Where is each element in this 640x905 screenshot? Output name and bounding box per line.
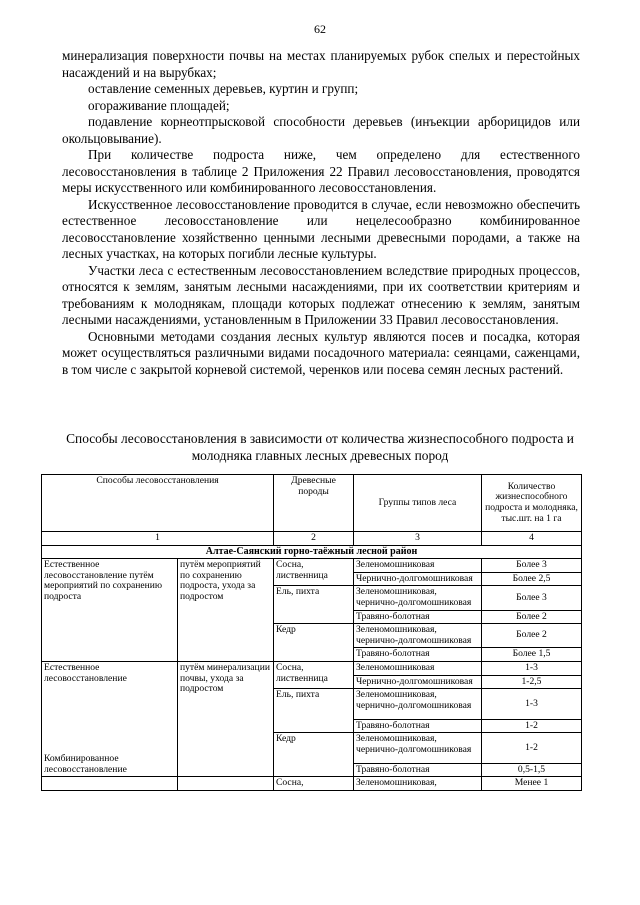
forest-type-cell: Зеленомошниковая, чернично-долгомошниковая (354, 733, 482, 764)
method-natural: Естественное лесовосстановление (44, 661, 127, 684)
quantity-cell: 0,5-1,5 (482, 763, 582, 777)
col-number: 3 (354, 532, 482, 546)
column-number-row (42, 532, 582, 546)
quantity-cell: Более 2 (482, 624, 582, 648)
col-number: 1 (42, 532, 274, 546)
reforestation-table (41, 474, 582, 791)
quantity-cell: 1-3 (482, 661, 582, 675)
table-row (42, 777, 582, 791)
paragraph: огораживание площадей; (88, 97, 230, 113)
header-quantity: Количество жизнеспособного подроста и молодняка, тыс.шт. на 1 га (482, 475, 582, 532)
forest-type-cell: Чернично-долгомошниковая (354, 572, 482, 586)
quantity-cell: 1-3 (482, 689, 582, 720)
table-row (42, 559, 582, 573)
region-name: Алтае-Саянский горно-таёжный лесной район (42, 545, 582, 559)
quantity-cell: Более 2,5 (482, 572, 582, 586)
quantity-cell: Более 2 (482, 610, 582, 624)
page-number: 62 (314, 22, 326, 36)
species-cell: Кедр (274, 733, 354, 777)
forest-type-cell: Зеленомошниковая, (354, 777, 482, 791)
method-detail-cell: путём минерализации почвы, ухода за подростом (178, 661, 274, 776)
paragraph: оставление семенных деревьев, куртин и групп; (88, 81, 359, 96)
forest-type-cell: Травяно-болотная (354, 648, 482, 662)
table-header-row (42, 475, 582, 532)
paragraph: Искусственное лесовосстановление проводится в случае, если невозможно обеспечить естественное лесовосстановление или нецелесообразно комбинированное лесовосстановление хозяйственно ценными лесными древесными породами, а также на лесных участках, на которых погибли лесные культуры. (62, 196, 580, 261)
species-cell: Кедр (274, 624, 354, 662)
paragraph: При количестве подроста ниже, чем определено для естественного лесовосстановления в таблице 2 Приложения 22 Правил лесовосстановления, проводятся меры искусственного или комбинированного лесовосстановления. (62, 147, 580, 195)
forest-type-cell: Травяно-болотная (354, 610, 482, 624)
species-cell: Ель, пихта (274, 689, 354, 733)
quantity-cell: Более 3 (482, 559, 582, 573)
table-title: Способы лесовосстановления в зависимости от количества жизнеспособного подроста и молодняка главных лесных древесных пород (66, 431, 574, 463)
region-row (42, 545, 582, 559)
header-species: Древесные породы (274, 475, 354, 532)
header-forest-types: Группы типов леса (354, 475, 482, 532)
table-row (42, 661, 582, 675)
paragraph: подавление корнеотпрысковой способности деревьев (инъекции арборицидов или окольцовывание). (62, 114, 580, 146)
method-cell: Естественное лесовосстановление путём мероприятий по сохранению подроста (42, 559, 178, 662)
species-cell: Ель, пихта (274, 586, 354, 624)
quantity-cell: Более 1,5 (482, 648, 582, 662)
forest-type-cell: Зеленомошниковая (354, 661, 482, 675)
forest-type-cell: Зеленомошниковая, чернично-долгомошниковая (354, 689, 482, 720)
species-cell: Сосна, лиственница (274, 559, 354, 586)
col-number: 4 (482, 532, 582, 546)
quantity-cell: 1-2 (482, 719, 582, 733)
method-cell (42, 661, 178, 776)
species-cell: Сосна, лиственница (274, 661, 354, 688)
forest-type-cell: Зеленомошниковая (354, 559, 482, 573)
forest-type-cell: Чернично-долгомошниковая (354, 675, 482, 689)
quantity-cell: Более 3 (482, 586, 582, 610)
forest-type-cell: Травяно-болотная (354, 763, 482, 777)
forest-type-cell: Зеленомошниковая, чернично-долгомошниковая (354, 586, 482, 610)
method-combined: Комбинированное лесовосстановление (44, 753, 127, 775)
col-number: 2 (274, 532, 354, 546)
header-method: Способы лесовосстановления (42, 475, 274, 532)
paragraph: Основными методами создания лесных культур являются посев и посадка, которая может осуществляться различными видами посадочного материала: сеянцами, саженцами, в том числе с закрытой корневой системой, черенков или посева семян лесных растений. (62, 328, 580, 377)
quantity-cell: Менее 1 (482, 777, 582, 791)
body-text (62, 48, 580, 378)
quantity-cell: 1-2 (482, 733, 582, 764)
method-detail-cell (178, 777, 274, 791)
method-cell (42, 777, 178, 791)
forest-type-cell: Зеленомошниковая, чернично-долгомошниковая (354, 624, 482, 648)
quantity-cell: 1-2,5 (482, 675, 582, 689)
forest-type-cell: Травяно-болотная (354, 719, 482, 733)
paragraph: минерализация поверхности почвы на местах планируемых рубок спелых и перестойных насаждений и на вырубках; (62, 48, 580, 80)
species-cell: Сосна, (274, 777, 354, 791)
method-detail-cell: путём мероприятий по сохранению подроста, ухода за подростом (178, 559, 274, 662)
paragraph: Участки леса с естественным лесовосстановлением вследствие природных процессов, относятся к землям, занятым лесными насаждениями, при их соответствии критериям и требованиям к молоднякам, площади которых подлежат отнесению к землям, занятым лесными насаждениями, установленным в Приложении 33 Правил лесовосстановления. (62, 262, 580, 327)
